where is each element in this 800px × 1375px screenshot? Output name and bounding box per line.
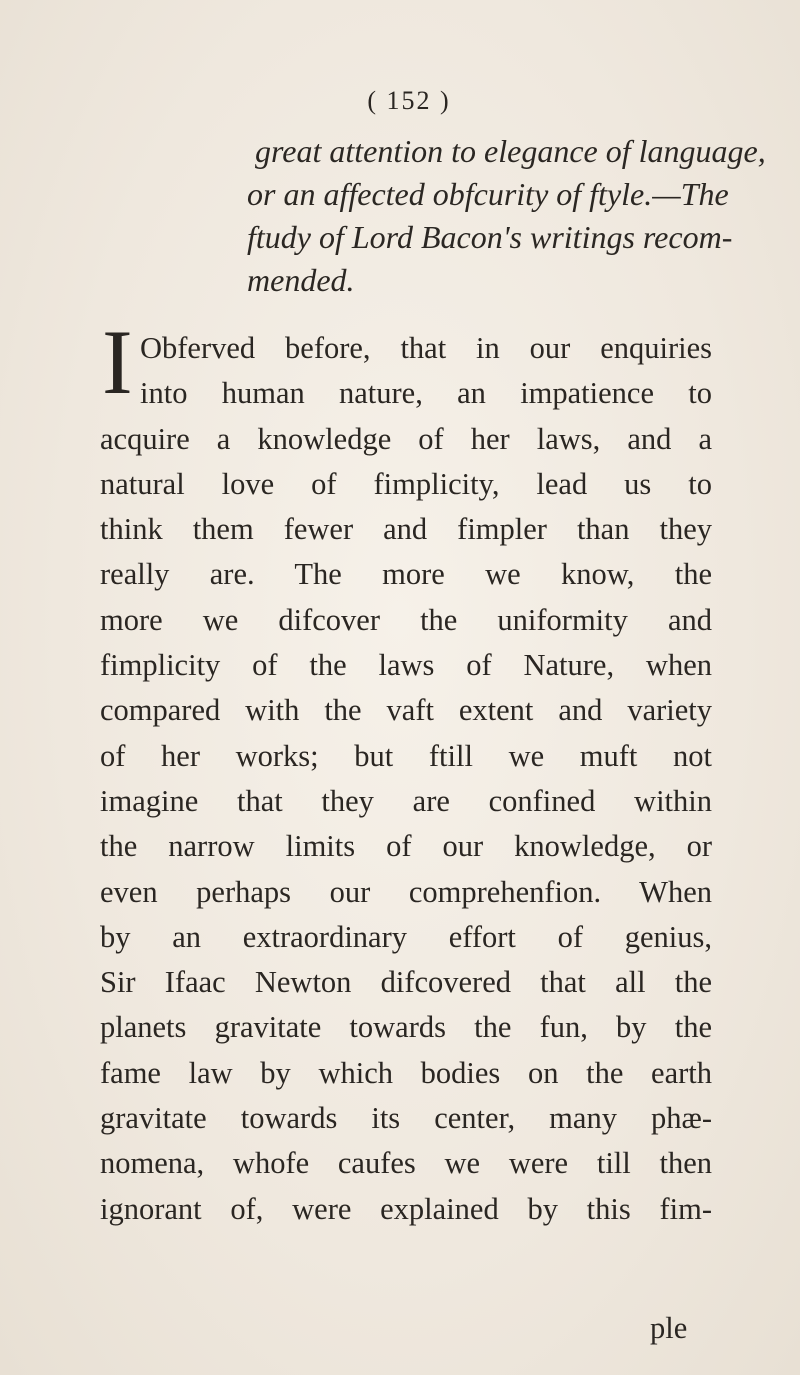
heading-line: great attention to elegance of language, [255, 133, 766, 169]
text-line: nomena, whofe caufes we were till then [100, 1146, 712, 1181]
text-line: fame law by which bodies on the earth [100, 1055, 712, 1090]
text-line: into human nature, an impatience to [140, 376, 712, 411]
text-line: by an extraordinary effort of genius, [100, 919, 712, 954]
text-line: more we difcover the uniformity and [100, 602, 712, 637]
text-line: even perhaps our comprehenfion. When [100, 874, 712, 909]
text-line: Sir Ifaac Newton difcovered that all the [100, 965, 712, 1000]
text-line: planets gravitate towards the fun, by the [100, 1010, 712, 1045]
text-line: ignorant of, were explained by this fim- [100, 1191, 712, 1226]
text-line: natural love of fimplicity, lead us to [100, 466, 712, 501]
heading-line: mended. [247, 262, 355, 298]
page-number: ( 152 ) [367, 86, 451, 115]
drop-cap: I [102, 311, 133, 413]
body-text [100, 326, 712, 1232]
text-line: compared with the vaft extent and variety [100, 693, 712, 728]
heading-line: ftudy of Lord Bacon's writings recom- [247, 219, 733, 255]
chapter-heading [243, 130, 766, 302]
text-line: really are. The more we know, the [100, 557, 712, 592]
catchword: ple [650, 1311, 688, 1345]
text-line: acquire a knowledge of her laws, and a [100, 421, 712, 456]
text-line: imagine that they are confined within [100, 783, 712, 818]
text-line: the narrow limits of our knowledge, or [100, 829, 712, 864]
text-line: think them fewer and fimpler than they [100, 512, 712, 547]
heading-line: or an affected obfcurity of ftyle.—The [247, 176, 729, 212]
text-line: gravitate towards its center, many phæ- [100, 1101, 712, 1136]
text-line: fimplicity of the laws of Nature, when [100, 648, 712, 683]
text-line: of her works; but ftill we muft not [100, 738, 712, 773]
text-line: Obferved before, that in our enquiries [140, 331, 712, 365]
